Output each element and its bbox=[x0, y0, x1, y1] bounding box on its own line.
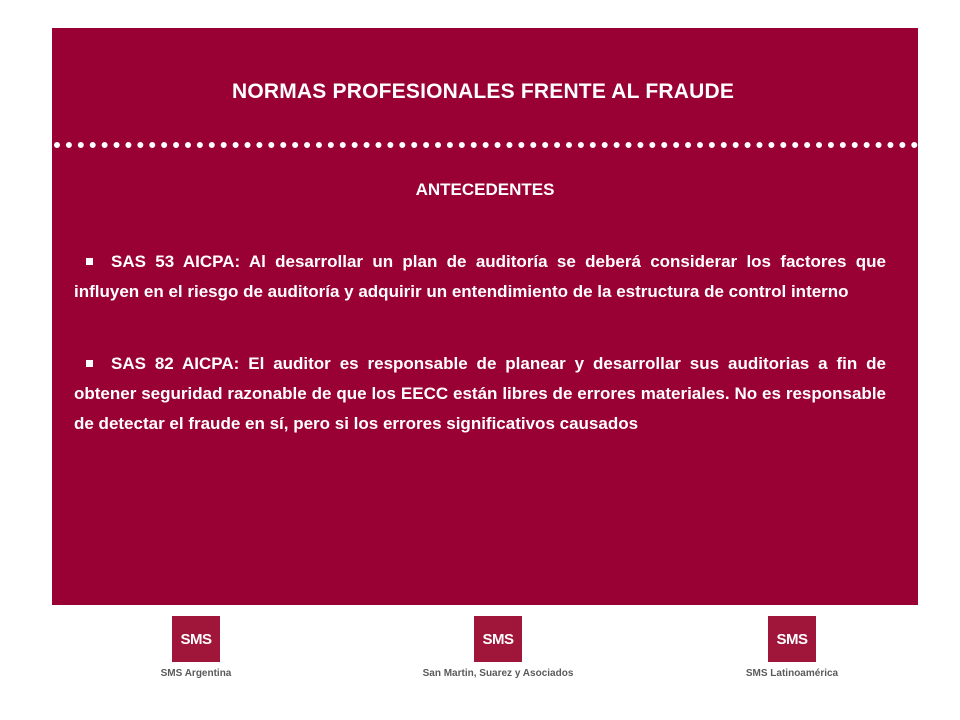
bullet-list bbox=[74, 247, 886, 481]
footer-logos bbox=[0, 616, 960, 686]
bullet-text: SAS 53 AICPA: Al desarrollar un plan de auditoría se deberá considerar los factores que influyen en el riesgo de auditoría y adquirir un entendimiento de la estructura de control interno bbox=[74, 252, 886, 301]
slide-title: NORMAS PROFESIONALES FRENTE AL FRAUDE bbox=[231, 80, 735, 103]
section-subtitle: ANTECEDENTES bbox=[415, 180, 555, 199]
logo-sms-argentina bbox=[146, 616, 246, 679]
square-bullet-icon bbox=[86, 360, 93, 367]
logo-sms-latinoamerica bbox=[724, 616, 860, 679]
logo-caption: SMS Argentina bbox=[160, 668, 232, 679]
square-bullet-icon bbox=[86, 258, 93, 265]
logo-sms-asociados bbox=[403, 616, 593, 679]
sms-logo-icon: SMS bbox=[474, 616, 522, 662]
bullet-text: SAS 82 AICPA: El auditor es responsable de planear y desarrollar sus auditorias a fin de obtener seguridad razonable de que los EECC están libres de errores materiales. No es responsable de detectar el fraude en sí, pero si los errores significativos causados bbox=[74, 354, 886, 433]
logo-caption: San Martin, Suarez y Asociados bbox=[422, 668, 574, 679]
sms-logo-icon: SMS bbox=[768, 616, 816, 662]
bullet-item bbox=[74, 349, 886, 439]
logo-caption: SMS Latinoamérica bbox=[745, 668, 839, 679]
dotted-divider bbox=[54, 142, 918, 148]
bullet-item bbox=[74, 247, 886, 307]
sms-logo-icon: SMS bbox=[172, 616, 220, 662]
